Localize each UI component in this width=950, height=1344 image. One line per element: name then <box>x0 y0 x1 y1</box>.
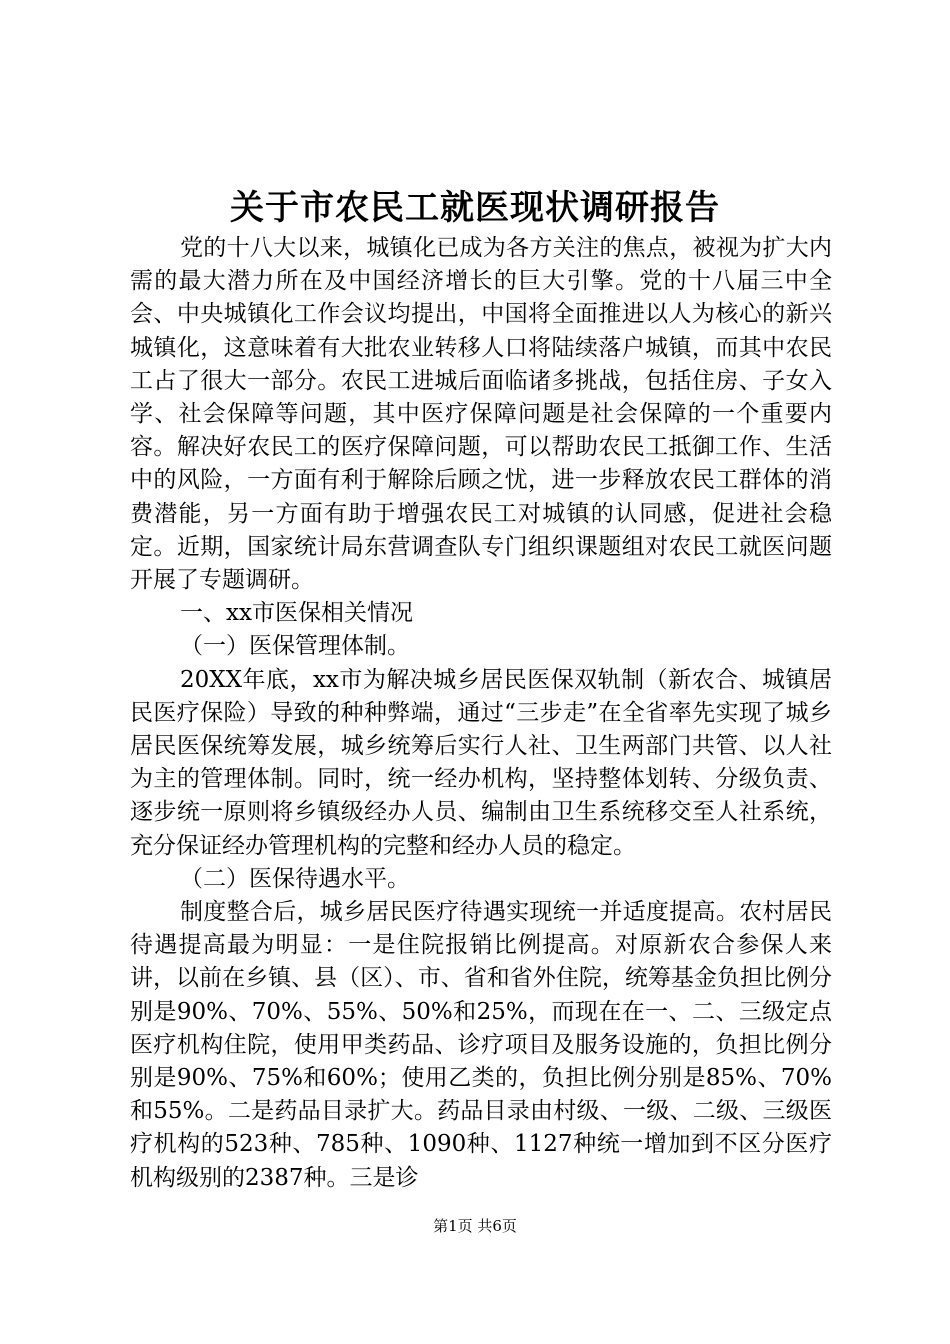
paragraph-intro: 党的十八大以来，城镇化已成为各方关注的焦点，被视为扩大内需的最大潜力所在及中国经济增长的巨大引擎。党的十八届三中全会、中央城镇化工作会议均提出，中国将全面推进以人为核心的新兴城镇化，这意味着有大批农业转移人口将陆续落户城镇，而其中农民工占了很大一部分。农民工进城后面临诸多挑战，包括住房、子女入学、社会保障等问题，其中医疗保障问题是社会保障的一个重要内容。解决好农民工的医疗保障问题，可以帮助农民工抵御工作、生活中的风险，一方面有利于解除后顾之忧，进一步释放农民工群体的消费潜能，另一方面有助于增强农民工对城镇的认同感，促进社会稳定。近期，国家统计局东营调查队专门组织课题组对农民工就医问题开展了专题调研。 <box>130 235 832 594</box>
document-title: 关于市农民工就医现状调研报告 <box>230 188 720 228</box>
paragraph-management: 20XX年底，xx市为解决城乡居民医保双轨制（新农合、城镇居民医疗保险）导致的种种弊端，通过“三步走”在全省率先实现了城乡居民医保统筹发展，城乡统筹后实行人社、卫生两部门共管、以人社为主的管理体制。同时，统一经办机构，坚持整体划转、分级负责、逐步统一原则将乡镇级经办人员、编制由卫生系统移交至人社系统，充分保证经办管理机构的完整和经办人员的稳定。 <box>130 666 832 859</box>
subsection-heading-2: （二）医保待遇水平。 <box>180 865 410 892</box>
section-heading-1: 一、xx市医保相关情况 <box>180 600 413 627</box>
document-body <box>130 232 832 1195</box>
paragraph-benefits: 制度整合后，城乡居民医疗待遇实现统一并适度提高。农村居民待遇提高最为明显：一是住院报销比例提高。对原新农合参保人来讲，以前在乡镇、县（区）、市、省和省外住院，统筹基金负担比例分别是90%、70%、55%、50%和25%，而现在在一、二、三级定点医疗机构住院，使用甲类药品、诊疗项目及服务设施的，负担比例分别是90%、75%和60%；使用乙类的，负担比例分别是85%、70%和55%。二是药品目录扩大。药品目录由村级、一级、二级、三级医疗机构的523种、785种、1090种、1127种统一增加到不区分医疗机构级别的2387种。三是诊 <box>130 899 832 1191</box>
page-footer: 第1页 共6页 <box>433 1217 517 1235</box>
subsection-heading-1: （一）医保管理体制。 <box>180 633 410 660</box>
